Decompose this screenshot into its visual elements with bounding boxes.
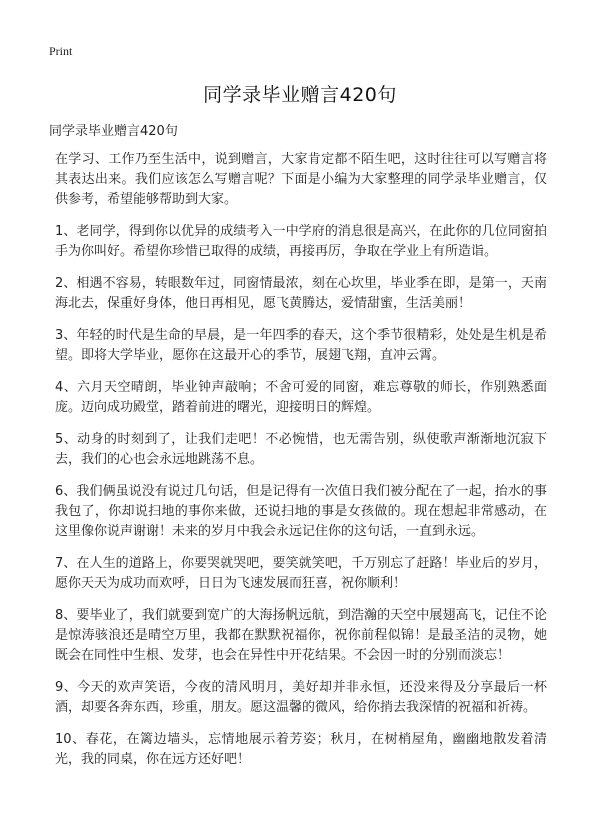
intro-paragraph: 在学习、工作乃至生活中，说到赠言，大家肯定都不陌生吧，这时往往可以写赠言将其表达出来。我们应该怎么写赠言呢？下面是小编为大家整理的同学录毕业赠言，仅供参考，希望能够帮助到大家。 bbox=[55, 152, 547, 207]
entry-paragraph: 4、六月天空晴朗，毕业钟声敲响；不舍可爱的同窗，难忘尊敬的师长，作别熟悉面庞。迈向成功殿堂，踏着前进的曙光，迎接明日的辉煌。 bbox=[55, 380, 547, 415]
entry-paragraph: 9、今天的欢声笑语，今夜的清风明月，美好却并非永恒，还没来得及分享最后一杯酒，却要各奔东西，珍重，朋友。愿这温馨的微风，给你捎去我深情的祝福和祈祷。 bbox=[55, 680, 547, 715]
entry-paragraph: 8、要毕业了，我们就要到宽广的大海扬帆远航，到浩瀚的天空中展翅高飞，记住不论是惊涛骇浪还是晴空万里，我都在默默祝福你，祝你前程似锦！是最圣洁的灵物，她既会在同性中生根、发芽，也会在异性中开花结果。不会因一时的分别而淡忘！ bbox=[55, 608, 547, 663]
entry-paragraph: 6、我们俩虽说没有说过几句话，但是记得有一次值日我们被分配在了一起，抬水的事我包了，你却说扫地的事你来做，还说扫地的事是女孩做的。现在想起非常感动，在这里像你说声谢谢！未来的岁月中我会永远记住你的这句话，一直到永远。 bbox=[55, 484, 547, 539]
entry-paragraph: 1、老同学，得到你以优异的成绩考入一中学府的消息很是高兴，在此你的几位同窗拍手为你叫好。希望你珍惜已取得的成绩，再接再厉，争取在学业上有所造诣。 bbox=[55, 224, 547, 259]
document-title: 同学录毕业赠言420句 bbox=[203, 84, 397, 106]
entry-paragraph: 2、相遇不容易，转眼数年过，同窗情最浓，刻在心坎里，毕业季在即，是第一，天南海北去，保重好身体，他日再相见，愿飞黄腾达，爱情甜蜜，生活美丽！ bbox=[55, 276, 547, 311]
entry-paragraph: 3、年轻的时代是生命的早晨，是一年四季的春天，这个季节很精彩，处处是生机是希望。即将大学毕业，愿你在这最开心的季节，展翅飞翔，直冲云霄。 bbox=[55, 328, 547, 363]
entry-paragraph: 5、动身的时刻到了，让我们走吧！不必惋惜，也无需告别，纵使歌声渐渐地沉寂下去，我们的心也会永远地跳荡不息。 bbox=[55, 432, 547, 467]
document-body bbox=[55, 150, 547, 782]
document-subtitle: 同学录毕业赠言420句 bbox=[49, 124, 178, 139]
entry-paragraph: 7、在人生的道路上，你要哭就哭吧，要笑就笑吧，千万别忘了赶路！毕业后的岁月，愿你天天为成功而欢呼，日日为飞速发展而狂喜，祝你顺利！ bbox=[55, 556, 547, 591]
entry-paragraph: 10、春花，在篱边墙头，忘情地展示着芳姿；秋月，在树梢屋角，幽幽地散发着清光，我的同桌，你在远方还好吧！ bbox=[55, 732, 547, 767]
print-label: Print bbox=[49, 44, 73, 58]
